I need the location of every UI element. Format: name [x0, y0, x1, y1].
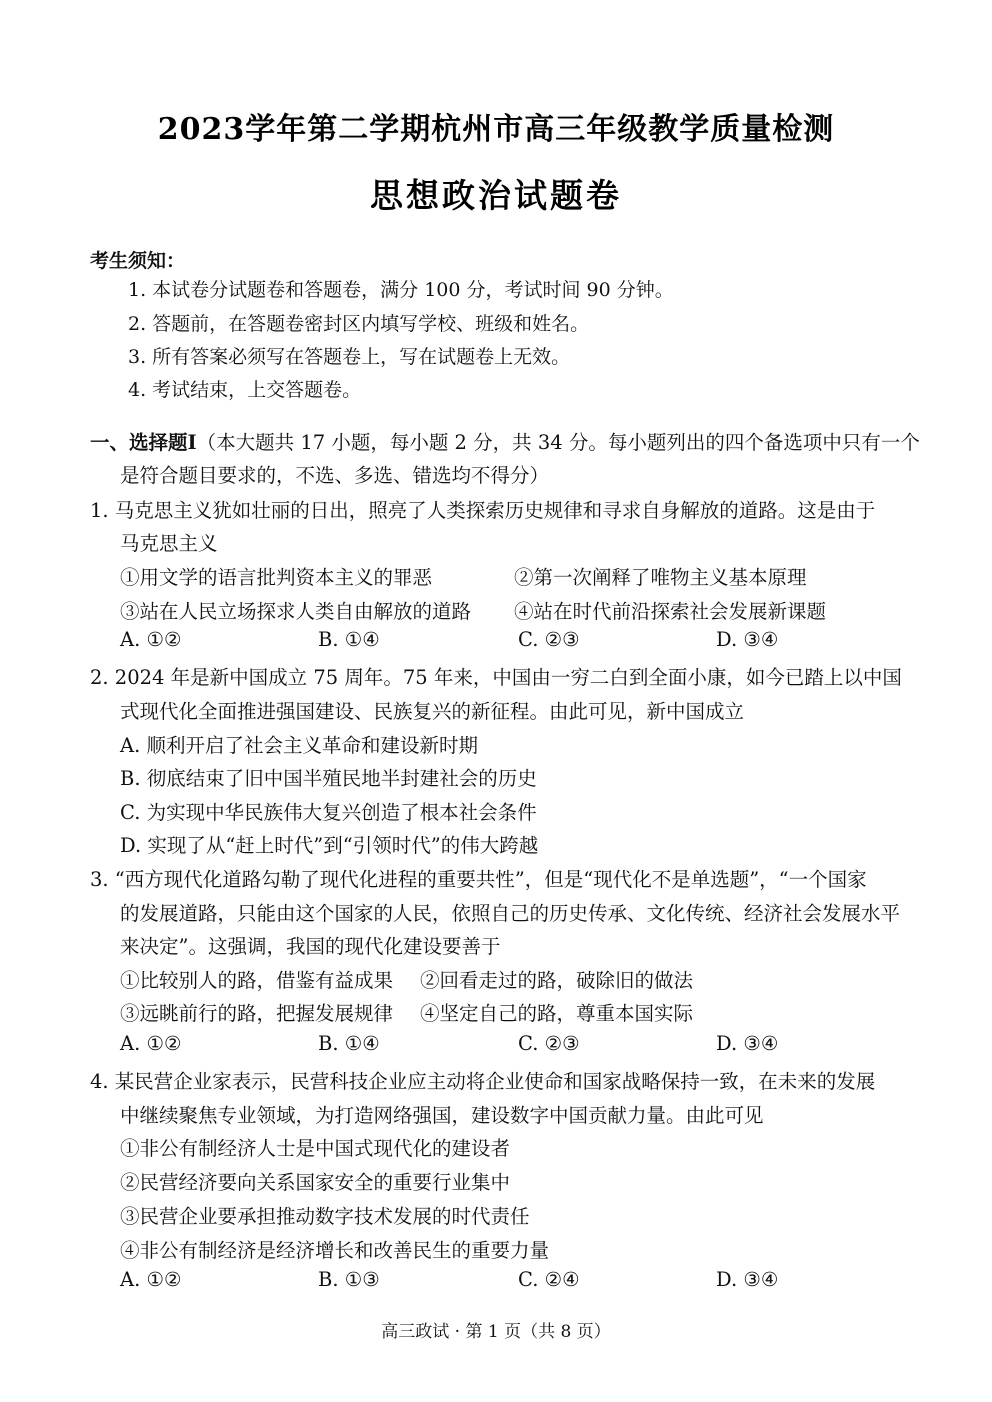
notice-item: 4. 考试结束，上交答题卷。	[128, 379, 362, 401]
answer-choice[interactable]: D. ③④	[716, 1268, 779, 1291]
answer-choice[interactable]: B. 彻底结束了旧中国半殖民地半封建社会的历史	[120, 767, 537, 790]
section-label: 一、选择题Ⅰ	[90, 431, 197, 454]
statement: ②回看走过的路，破除旧的做法	[420, 969, 694, 992]
question-stem: 来决定”。这强调，我国的现代化建设要善于	[120, 935, 501, 958]
answer-choice[interactable]: C. 为实现中华民族伟大复兴创造了根本社会条件	[120, 801, 537, 824]
question-stem: 1. 马克思主义犹如壮丽的日出，照亮了人类探索历史规律和寻求自身解放的道路。这是由于	[90, 499, 876, 522]
answer-choice[interactable]: C. ②③	[518, 1032, 580, 1055]
question-stem: 马克思主义	[120, 532, 218, 555]
question-stem: 4. 某民营企业家表示，民营科技企业应主动将企业使命和国家战略保持一致，在未来的发展	[90, 1070, 876, 1093]
exam-subtitle: 思想政治试题卷	[370, 176, 622, 215]
answer-choice[interactable]: B. ①④	[318, 628, 380, 651]
statement: ④非公有制经济是经济增长和改善民生的重要力量	[120, 1239, 550, 1262]
question-stem: 式现代化全面推进强国建设、民族复兴的新征程。由此可见，新中国成立	[120, 700, 745, 723]
statement: ②第一次阐释了唯物主义基本原理	[514, 566, 807, 589]
statement: ①比较别人的路，借鉴有益成果	[120, 969, 394, 992]
statement: ③远眺前行的路，把握发展规律	[120, 1002, 394, 1025]
statement: ④站在时代前沿探索社会发展新课题	[514, 600, 827, 623]
answer-choice[interactable]: A. ①②	[120, 1268, 182, 1291]
answer-choice[interactable]: D. 实现了从“赶上时代”到“引领时代”的伟大跨越	[120, 834, 539, 857]
answer-choice[interactable]: C. ②③	[518, 628, 580, 651]
section-heading	[90, 427, 920, 455]
statement: ②民营经济要向关系国家安全的重要行业集中	[120, 1171, 511, 1194]
statement: ④坚定自己的路，尊重本国实际	[420, 1002, 694, 1025]
answer-choice[interactable]: D. ③④	[716, 628, 779, 651]
notice-item: 1. 本试卷分试题卷和答题卷，满分 100 分，考试时间 90 分钟。	[128, 279, 674, 301]
section-desc: （本大题共 17 小题，每小题 2 分，共 34 分。每小题列出的四个备选项中只有一个	[196, 431, 920, 454]
page-footer: 高三政试 · 第 1 页（共 8 页）	[381, 1322, 611, 1342]
question-stem: 3. “西方现代化道路勾勒了现代化进程的重要共性”，但是“现代化不是单选题”，“一个国家	[90, 868, 867, 891]
notice-item: 2. 答题前，在答题卷密封区内填写学校、班级和姓名。	[128, 313, 590, 335]
statement: ①用文学的语言批判资本主义的罪恶	[120, 566, 433, 589]
answer-choice[interactable]: B. ①③	[318, 1268, 380, 1291]
section-desc-cont: 是符合题目要求的，不选、多选、错选均不得分）	[120, 464, 550, 487]
question-stem: 中继续聚焦专业领域，为打造网络强国，建设数字中国贡献力量。由此可见	[120, 1104, 764, 1127]
notice-heading: 考生须知：	[90, 250, 186, 272]
notice-item: 3. 所有答案必须写在答题卷上，写在试题卷上无效。	[128, 346, 571, 368]
answer-choice[interactable]: D. ③④	[716, 1032, 779, 1055]
exam-title: 2023学年第二学期杭州市高三年级教学质量检测	[157, 112, 835, 147]
statement: ③站在人民立场探求人类自由解放的道路	[120, 600, 472, 623]
question-stem: 的发展道路，只能由这个国家的人民，依照自己的历史传承、文化传统、经济社会发展水平	[120, 902, 901, 925]
answer-choice[interactable]: B. ①④	[318, 1032, 380, 1055]
answer-choice[interactable]: C. ②④	[518, 1268, 580, 1291]
statement: ③民营企业要承担推动数字技术发展的时代责任	[120, 1205, 530, 1228]
answer-choice[interactable]: A. ①②	[120, 628, 182, 651]
answer-choice[interactable]: A. 顺利开启了社会主义革命和建设新时期	[120, 734, 478, 757]
answer-choice[interactable]: A. ①②	[120, 1032, 182, 1055]
question-stem: 2. 2024 年是新中国成立 75 周年。75 年来，中国由一穷二白到全面小康，如今已踏上以中国	[90, 666, 902, 689]
statement: ①非公有制经济人士是中国式现代化的建设者	[120, 1137, 511, 1160]
